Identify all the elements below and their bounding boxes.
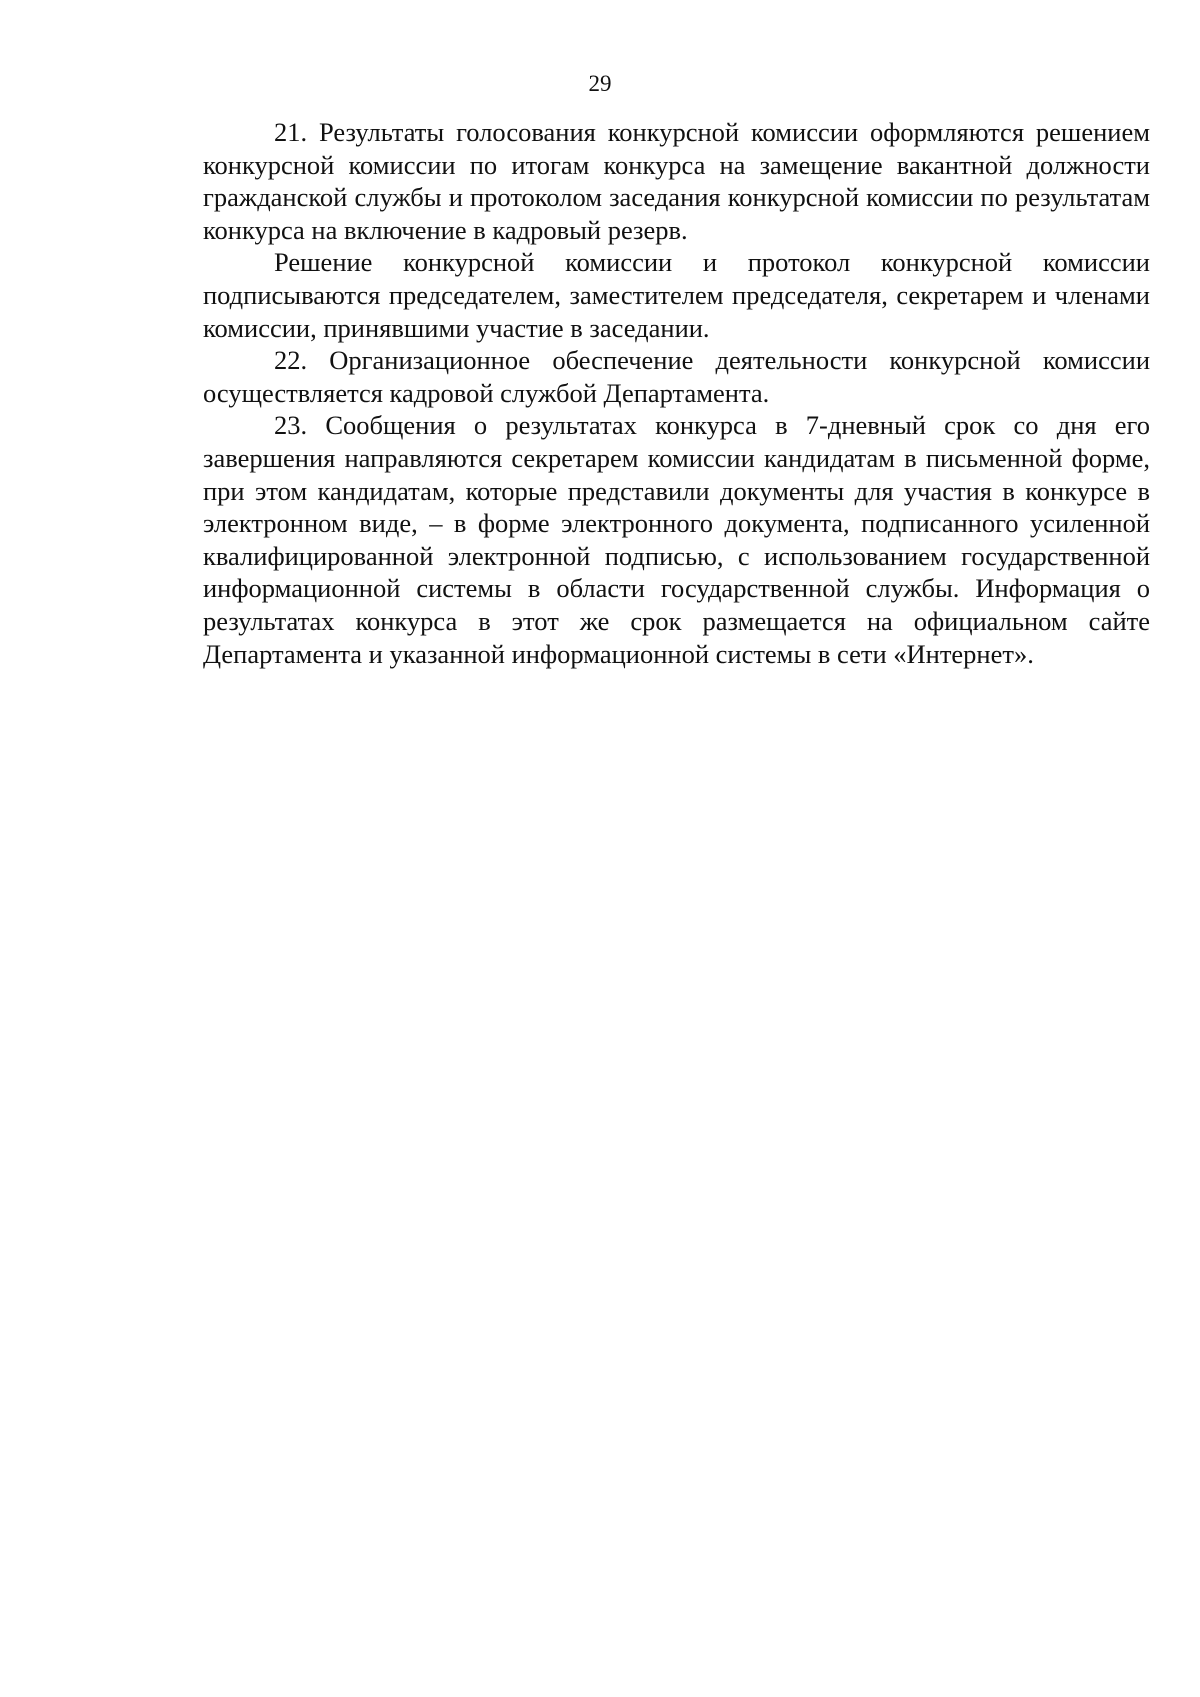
paragraph-22: 22. Организационное обеспечение деятельности конкурсной комиссии осуществляется кадровой службой Департамента.: [203, 345, 1150, 408]
page-number: 29: [588, 71, 612, 96]
document-body: [203, 116, 1150, 670]
paragraph-21-signing: Решение конкурсной комиссии и протокол конкурсной комиссии подписываются председателем, заместителем председателя, секретарем и членами комиссии, принявшими участие в заседании.: [203, 247, 1150, 343]
paragraph-21: 21. Результаты голосования конкурсной комиссии оформляются решением конкурсной комиссии по итогам конкурса на замещение вакантной должности гражданской службы и протоколом заседания конкурсной комиссии по результатам конкурса на включение в кадровый резерв.: [203, 117, 1150, 245]
paragraph-23: 23. Сообщения о результатах конкурса в 7-дневный срок со дня его завершения направляются секретарем комиссии кандидатам в письменной форме, при этом кандидатам, которые представили документы для участия в конкурсе в электронном виде, – в форме электронного документа, подписанного усиленной квалифицированной электронной подписью, с использованием государственной информационной системы в области государственной службы. Информация о результатах конкурса в этот же срок размещается на официальном сайте Департамента и указанной информационной системы в сети «Интернет».: [203, 410, 1150, 669]
